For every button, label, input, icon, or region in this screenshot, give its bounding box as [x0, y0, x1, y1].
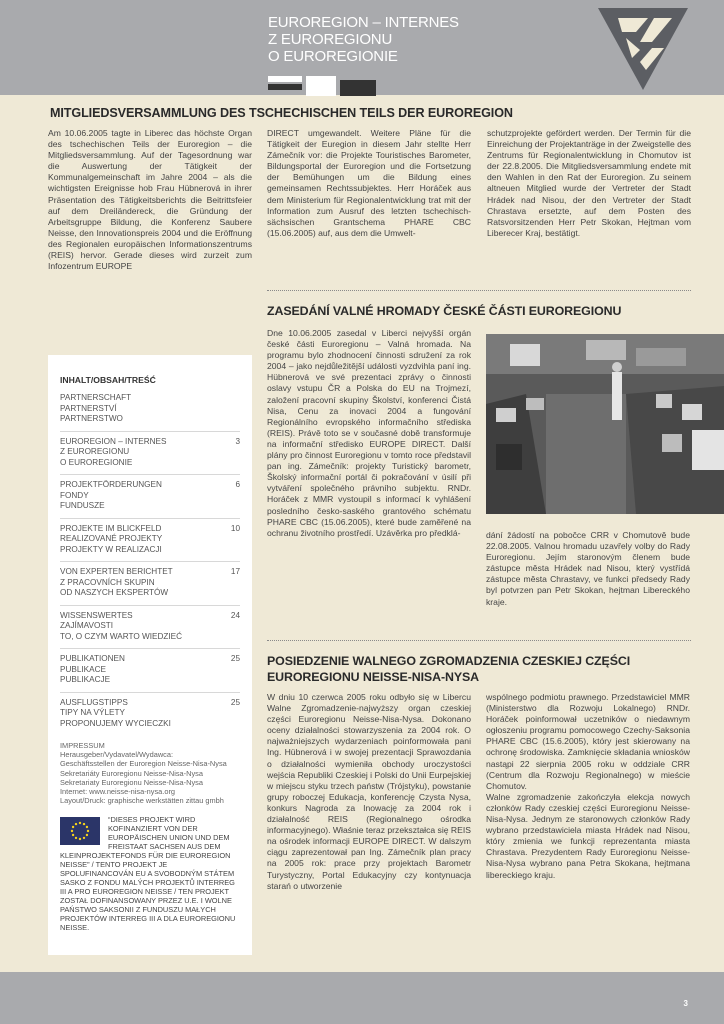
- impressum-line: Layout/Druck: graphische werkstätten zittau gmbh: [60, 796, 224, 806]
- toc-entry-line: PROJEKTE IM BLICKFELD: [60, 523, 162, 533]
- toc-entry-line: EUROREGION – INTERNES: [60, 436, 167, 446]
- toc-entry[interactable]: [60, 567, 240, 606]
- toc-entry-line: FONDY: [60, 490, 89, 500]
- toc-entry[interactable]: [60, 524, 240, 563]
- eu-star-icon: [83, 837, 85, 839]
- section-title-pl-line1: POSIEDZENIE WALNEGO ZGROMADZENIA CZESKIEJ CZĘŚCI: [267, 654, 631, 668]
- eu-star-icon: [86, 826, 88, 828]
- impressum-line: Geschäftsstellen der Euroregion Neisse-Nisa-Nysa: [60, 759, 227, 769]
- toc-entry[interactable]: [60, 437, 240, 476]
- toc-entry[interactable]: [60, 611, 240, 650]
- impressum-line: Herausgeber/Vydavatel/Wydawca:: [60, 750, 174, 760]
- toc-entry[interactable]: [60, 654, 240, 693]
- impressum-line: Sekretariaty Euroregionu Neisse-Nisa-Nysa: [60, 777, 203, 787]
- toc-entry-line: PARTNERSCHAFT: [60, 393, 132, 402]
- section-title-cz: ZASEDÁNÍ VALNÉ HROMADY ČESKÉ ČÁSTI EUROREGIONU: [267, 304, 622, 318]
- toc-entry-line: PUBLIKACE: [60, 664, 106, 674]
- photo-drawing: [486, 334, 724, 514]
- eu-star-icon: [79, 838, 81, 840]
- toc-entry[interactable]: [60, 393, 240, 432]
- eu-star-icon: [83, 823, 85, 825]
- toc-entry-line: TIPY NA VÝLETY: [60, 708, 125, 717]
- euroregion-triangle-logo-icon: [596, 6, 690, 92]
- toc-heading: INHALT/OBSAH/TREŚĆ: [60, 375, 156, 385]
- article-de-col2: DIRECT umgewandelt. Weitere Pläne für die Tätigkeit der Euregion in diesem Jahr stellte Herr Zámečník vor: die Projekte Touristisches Barometer, Bildungsportal der Euroregion und die Fortsetzung der Bemühungen um die Bildung eines gemeinsamen Rechtssubjektes. Herr Horáček aus dem Ministerium für Regionalentwicklung trat mit der Information zum Ausruf des letzten tschechisch-sächsischen Grantschema PHARE CBC (15.06.2005) auf, aus dem die Umwelt-: [267, 128, 471, 238]
- article-cz-col2: dání žádostí na pobočce CRR v Chomutově bude 22.08.2005. Valnou hromadu uzavřely volby do Rady Euroregionu. Jejím staronovým členem bude zástupce města Hrádek nad Nisou, který vystřídá zástupce města Chrastavy, ve funkci předsedy Rady byl potvrzen pan Petr Skokan, hejtman Libereckého kraje.: [486, 530, 690, 607]
- toc-entry-line: Z EUROREGIONU: [60, 447, 130, 456]
- section-header-title: [268, 14, 459, 65]
- article-pl-col2: [486, 692, 690, 881]
- impressum-heading: IMPRESSUM: [60, 741, 105, 750]
- toc-entry-line: ZAJÍMAVOSTI: [60, 621, 114, 630]
- toc-entry-line: AUSFLUGSTIPPS: [60, 697, 128, 707]
- section-title-pl-line2: EUROREGIONU NEISSE-NISA-NYSA: [267, 669, 479, 684]
- toc-entry-page: 25: [230, 697, 240, 707]
- footer-band: [0, 972, 724, 1024]
- section-title-pl: [267, 654, 707, 685]
- toc-entry-line: PROJEKTFÖRDERUNGEN: [60, 480, 162, 489]
- eu-star-icon: [86, 834, 88, 836]
- article-pl-col2-para1: wspólnego podmiotu prawnego. Przedstawiciel MMR (Ministerstwo dla Rozwoju Lokalnego) RNDr. Horáček poinformował uczetników o niedawnym ogłoszeniu programu pomocowego Czechy-Saksonia PHARE CBC (15.6.2005), który jest skierowany na ochronę środowiska. Zamknięcie składania wniosków nastąpi 22 sierpnia 2005 roku w oddziale CRR (Centrum dla Rozwoju Regionalnego) w mieście Chomutov.: [486, 692, 690, 791]
- toc-entry-line: PARTNERSTVÍ: [60, 403, 117, 413]
- header-title-line-pl: O EUROREGIONIE: [268, 48, 398, 65]
- toc-entry[interactable]: [60, 698, 240, 736]
- article-pl-col2-para2: Walne zgromadzenie zakończyła elekcja nowych członków Rady czeskiej części Euroregionu Neisse-Nisa-Nysa. Jednym ze staronowych członków Rady wybrano przedstawiciela miasta Hrádek nad Nisou, który zmienia we funkcji reprezentanta miasta Chrastava. Prezydentem Rady Euroregionu Neisse-Nisa-Nysa wybrano pana Petra Skokana, hejtmana libereckiego kraju.: [486, 791, 690, 880]
- eu-star-icon: [79, 822, 81, 824]
- impressum-line: Internet: www.neisse-nisa-nysa.org: [60, 787, 176, 797]
- eu-flag-icon: [60, 817, 100, 845]
- toc-entry-line: VON EXPERTEN BERICHTET: [60, 567, 173, 576]
- toc-entry-line: FUNDUSZE: [60, 501, 105, 510]
- impressum: [60, 741, 240, 805]
- toc-entry-line: REALIZOVANÉ PROJEKTY: [60, 534, 163, 543]
- header-title-line-cz: Z EUROREGIONU: [268, 31, 393, 48]
- article-cz-col1: Dne 10.06.2005 zasedal v Liberci nejvyšší orgán české části Euroregionu – Valná hromada. Na programu bylo zhodnocení činnosti sdružení za rok 2004 – jako nejdůležitější události vyzdvihla paní ing. Hübnerová ve své prezentaci zprávy o činnosti oslavy vstupu ČR a Polska do EU na Trojmezí, založení pracovní skupiny Školství, konferenci Čistá Nisa, Cenu za inovaci 2004 a fungování Regionálního evropského informačního střediska (REIS). Právě toto se v současné době transformuje na informační středisko EUROPE DIRECT. Další plány pro činnost Euroregionu v tomto roce představil pan ing. Zámečník: projekty Turistický barometr, Školský informační portál či pokračování v úsilí při vytváření společného právního subjektu. RNDr. Horáček z MMR vystoupil s informací k vyhlášení posledního česko-saského grantového schématu PHARE CBC (15.06.2005), které bude zaměřené na ochranu životního prostředí. Uzávěrka pro předklá-: [267, 328, 471, 538]
- eu-star-icon: [75, 823, 77, 825]
- toc-entry[interactable]: [60, 480, 240, 519]
- toc-entry-line: WISSENSWERTES: [60, 610, 133, 620]
- article-pl-col1: W dniu 10 czerwca 2005 roku odbyło się w Libercu Walne Zgromadzenie-najwyższy organ czeskiej części Euroregionu Neisse-Nisa-Nysa. Dokonano oceny działalności stowarzyszenia za 2004 rok. O najważniejszych wydarzeniach poinformowała pani Ing. Hübnerová i w swojej prezentacji Sprawozdania o działalności wymieniła obchody uroczystości wejścia Republiki Czeskiej i Polski do Unii Eurpejskiej w miejscu styku trzech państw (Trójstyku), powstanie grupy roboczej Edukacja, konferencję Czysta Nysa, konkurs Nagroda za Inowację za 2004 rok i działalność REIS (Regionalnego ośrodka informacyjnego). Właśnie teraz przekształca się REIS na ośrodek informacji EUROPE DIRECT. W dalszym ciągu zaprezentował pan Ing. Zámečník plan pracy na 2005 rok: prace przy projektach Barometr Turystyczny, Portal Edukacyjny czy kontynuacja starań o utworzenie: [267, 692, 471, 891]
- toc-entry-page: 17: [230, 567, 240, 576]
- section-title-de: MITGLIEDSVERSAMMLUNG DES TSCHECHISCHEN TEILS DER EUROREGION: [50, 106, 513, 120]
- meeting-hall-photo: [486, 334, 724, 514]
- toc-entry-page: 24: [230, 610, 240, 620]
- article-de-col3: schutzprojekte gefördert werden. Der Termin für die Einreichung der Projektanträge in der Zweigstelle des Zentrums für Regionalentwicklung in Chomutov ist der 22.8.2005. Die Mitgliedsversammlung endete mit den Wahlen in den Rat der Euroregion. Zu seinem altneuen Mitglied wurde der Vertreter der Stadt Hrádek nad Nisou, der den Vertreter der Stadt Chrastava ersetzte, auf dem Posten des Ratsvorsitzenden Herr Petr Skokan, Hejtman vom Liberecer Kraj, bestätigt.: [487, 128, 691, 238]
- divider-dotted: [267, 290, 691, 291]
- toc-list: [60, 393, 240, 735]
- toc-entry-page: 10: [230, 523, 240, 533]
- toc-entry-line: O EUROREGIONIE: [60, 457, 133, 467]
- impressum-line: Sekretariáty Euroregionu Neisse-Nisa-Nysa: [60, 768, 203, 778]
- eu-star-icon: [87, 830, 89, 832]
- eu-star-icon: [72, 826, 74, 828]
- divider-dotted-2: [267, 640, 691, 641]
- page-number: 3: [683, 999, 688, 1008]
- toc-entry-line: OD NASZYCH EKSPERTÓW: [60, 588, 169, 597]
- header-bars-icon: [268, 76, 378, 96]
- toc-entry-line: PUBLIKATIONEN: [60, 654, 125, 663]
- toc-entry-line: PROPONUJEMY WYCIECZKI: [60, 718, 171, 728]
- table-of-contents: [48, 355, 252, 955]
- eu-star-icon: [72, 834, 74, 836]
- header-title-line-de: EUROREGION – INTERNES: [268, 14, 459, 31]
- toc-entry-page: 3: [235, 436, 240, 446]
- toc-entry-line: PARTNERSTWO: [60, 414, 123, 423]
- eu-star-icon: [75, 837, 77, 839]
- toc-entry-line: PROJEKTY W REALIZACJI: [60, 544, 162, 554]
- toc-entry-page: 25: [230, 654, 240, 663]
- toc-entry-line: PUBLIKACJE: [60, 675, 111, 684]
- toc-entry-line: TO, O CZYM WARTO WIEDZIEĆ: [60, 631, 183, 641]
- header-band: [0, 0, 724, 95]
- eu-funding-note: [60, 815, 240, 932]
- toc-entry-page: 6: [235, 480, 240, 489]
- article-de-col1: Am 10.06.2005 tagte in Liberec das höchste Organ des tschechischen Teils der Euroregion – die Mitgliedsversammlung. Auf der Tagesordnung war die Auswertung der Tätigkeit der Kommunalgemeinschaft im Jahre 2004 – als die wichtigsten Ereignisse hob Frau Hübnerová in ihrer Präsentation des Tätigkeitsberichts die Beitrittsfeier auf dem Dreiländereck, die Gründung der Arbeitsgruppe Bildung, die Konferenz Saubere Neisse, den Innovationspreis 2004 und die Eröffnung des Regionalen europäischen Informationszentrums (REIS) hervor. Gerade dieses wird zurzeit zum Infozentrum EUROPE: [48, 128, 252, 272]
- eu-funding-text: “DIESES PROJEKT WIRD KOFINANZIERT VON DER EUROPÄISCHEN UNION UND DEM FREISTAAT SACHSEN AUS DEM KLEINPROJEKTEFONDS FÜR DIE EUROREGION NEISSE” / TENTO PROJEKT JE SPOLUFINANCOVÁN EU A SVOBODNÝM STÁTEM SASKO Z FONDU MALÝCH PROJEKTŮ INTERREG III A PRO EUROREGION NEISSE / TEN PROJEKT ZOSTAŁ DOFINANSOWANY PRZEZ U.E. I WOLNE PAŃSTWO SAKSONII Z FUNDUSZU MAŁYCH PROJEKTÓW INTERREG III A DLA EUROREGIONU NEISSE.: [60, 815, 236, 933]
- eu-star-icon: [71, 830, 73, 832]
- toc-entry-line: Z PRACOVNÍCH SKUPIN: [60, 577, 155, 587]
